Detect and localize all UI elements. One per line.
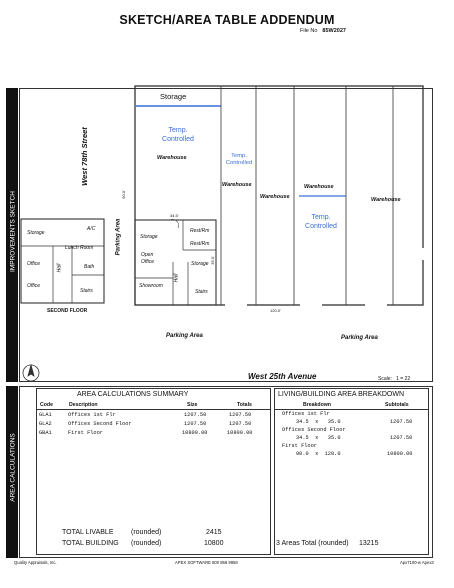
- storage-office-label: Storage: [140, 234, 158, 240]
- row-desc: First Floor: [68, 430, 103, 436]
- second-floor-label: SECOND FLOOR: [47, 308, 88, 314]
- breakdown-subtotal: 10800.00: [387, 451, 413, 457]
- breakdown-subtotal: 1207.50: [390, 419, 413, 425]
- col-totals: Totals: [237, 402, 252, 408]
- row-total: 10800.00: [227, 430, 253, 436]
- parking-bottom-label-2: Parking Area: [341, 335, 378, 341]
- area-summary-title: AREA CALCULATIONS SUMMARY: [77, 391, 189, 398]
- warehouse-label-2: Warehouse: [222, 182, 252, 188]
- areas-total-label: 3 Areas Total (rounded): [276, 540, 349, 547]
- row-size: 1207.50: [184, 412, 207, 418]
- breakdown-calc: 34.5 x 35.0: [296, 419, 341, 425]
- open-office-label: Open Office: [141, 252, 155, 265]
- street-25-label: West 25th Avenue: [248, 372, 317, 381]
- table-row: GLA1: [39, 412, 52, 418]
- sidebar-label-area: AREA CALCULATIONS: [9, 433, 17, 502]
- row-code: GLA2: [39, 421, 52, 427]
- 2f-hall-label: Hall: [56, 263, 63, 273]
- area-summary-header: [36, 388, 271, 410]
- 2f-storage-label: Storage: [27, 230, 45, 236]
- dim-120: 120.0': [270, 308, 281, 313]
- footer-form: Apx7100-w Apex3: [400, 560, 434, 565]
- breakdown-subtotal: 1207.50: [390, 435, 413, 441]
- row-total: 1207.50: [229, 412, 252, 418]
- breakdown-calc: 34.5 x 35.0: [296, 435, 341, 441]
- footer-software: APEX SOFTWARE 800 858 9958: [175, 560, 238, 565]
- storage-label: Storage: [160, 92, 187, 101]
- warehouse-label-1: Warehouse: [157, 155, 187, 161]
- 2f-lunch-label: Lunch Room: [65, 245, 94, 251]
- temp-controlled-label-1: Temp. Controlled: [162, 127, 194, 143]
- 2f-office-label-1: Office: [27, 261, 41, 267]
- compass-icon: [23, 365, 39, 381]
- row-desc: Offices Second Floor: [68, 421, 132, 427]
- warehouse-label-3: Warehouse: [260, 194, 290, 200]
- scale-label: Scale: 1 = 22: [378, 376, 411, 382]
- col-size: Size: [187, 402, 198, 408]
- restroom-label-1: Rest/Rm: [190, 228, 210, 234]
- 2f-ac-label: A/C: [87, 226, 96, 232]
- footer-company: Quality Appraisals, Inc.: [14, 560, 57, 565]
- 2f-office-label-2: Office: [27, 283, 41, 289]
- temp-controlled-label-3: Temp. Controlled: [305, 214, 337, 230]
- row-desc: Offices 1st Flr: [68, 412, 116, 418]
- warehouse-label-5: Warehouse: [371, 197, 401, 203]
- total-livable-rounded: (rounded): [131, 529, 162, 536]
- parking-left-label: Parking Area: [115, 218, 122, 256]
- row-size: 1207.50: [184, 421, 207, 427]
- total-livable-value: 2415: [206, 529, 222, 536]
- total-building-rounded: (rounded): [131, 540, 162, 547]
- col-code: Code: [40, 402, 53, 408]
- 2f-stairs-label: Stairs: [80, 288, 93, 294]
- hall-label: Hall: [173, 273, 180, 283]
- page-title: SKETCH/AREA TABLE ADDENDUM: [119, 13, 335, 27]
- areas-total-value: 13215: [359, 540, 379, 547]
- breakdown-group-name: First Floor: [282, 443, 317, 449]
- row-size: 10800.00: [182, 430, 208, 436]
- sidebar-label-sketch: IMPROVEMENTS SKETCH: [9, 191, 17, 272]
- breakdown-group-name: Offices 1st Flr: [282, 411, 330, 417]
- file-number: File No 85W2027: [300, 28, 346, 34]
- temp-controlled-label-2: Temp. Controlled: [225, 153, 253, 167]
- col-subtotals: Subtotals: [385, 402, 409, 408]
- restroom-label-2: Rest/Rm: [190, 241, 210, 247]
- breakdown-title: LIVING/BUILDING AREA BREAKDOWN: [278, 391, 405, 398]
- total-building-label: TOTAL BUILDING: [62, 540, 119, 547]
- 2f-bath-label: Bath: [84, 264, 95, 270]
- col-description: Description: [69, 402, 98, 408]
- breakdown-group-name: Offices Second Floor: [282, 427, 346, 433]
- dim-34-5: 34.5': [170, 213, 179, 218]
- parking-bottom-label-1: Parking Area: [166, 333, 203, 339]
- warehouse-label-4: Warehouse: [304, 184, 334, 190]
- street-78-label: West 78th Street: [79, 127, 89, 186]
- dim-35: 35.0': [209, 256, 215, 265]
- dim-90: 90.0': [120, 190, 126, 199]
- showroom-label: Showroom: [139, 283, 163, 289]
- row-code: GBA1: [39, 430, 52, 436]
- breakdown-calc: 90.0 x 120.0: [296, 451, 341, 457]
- storage-label-2: Storage: [191, 261, 209, 267]
- col-breakdown: Breakdown: [303, 402, 331, 408]
- breakdown-header: [274, 388, 429, 410]
- row-total: 1207.50: [229, 421, 252, 427]
- stairs-label: Stairs: [195, 289, 208, 295]
- total-livable-label: TOTAL LIVABLE: [62, 529, 114, 536]
- total-building-value: 10800: [204, 540, 224, 547]
